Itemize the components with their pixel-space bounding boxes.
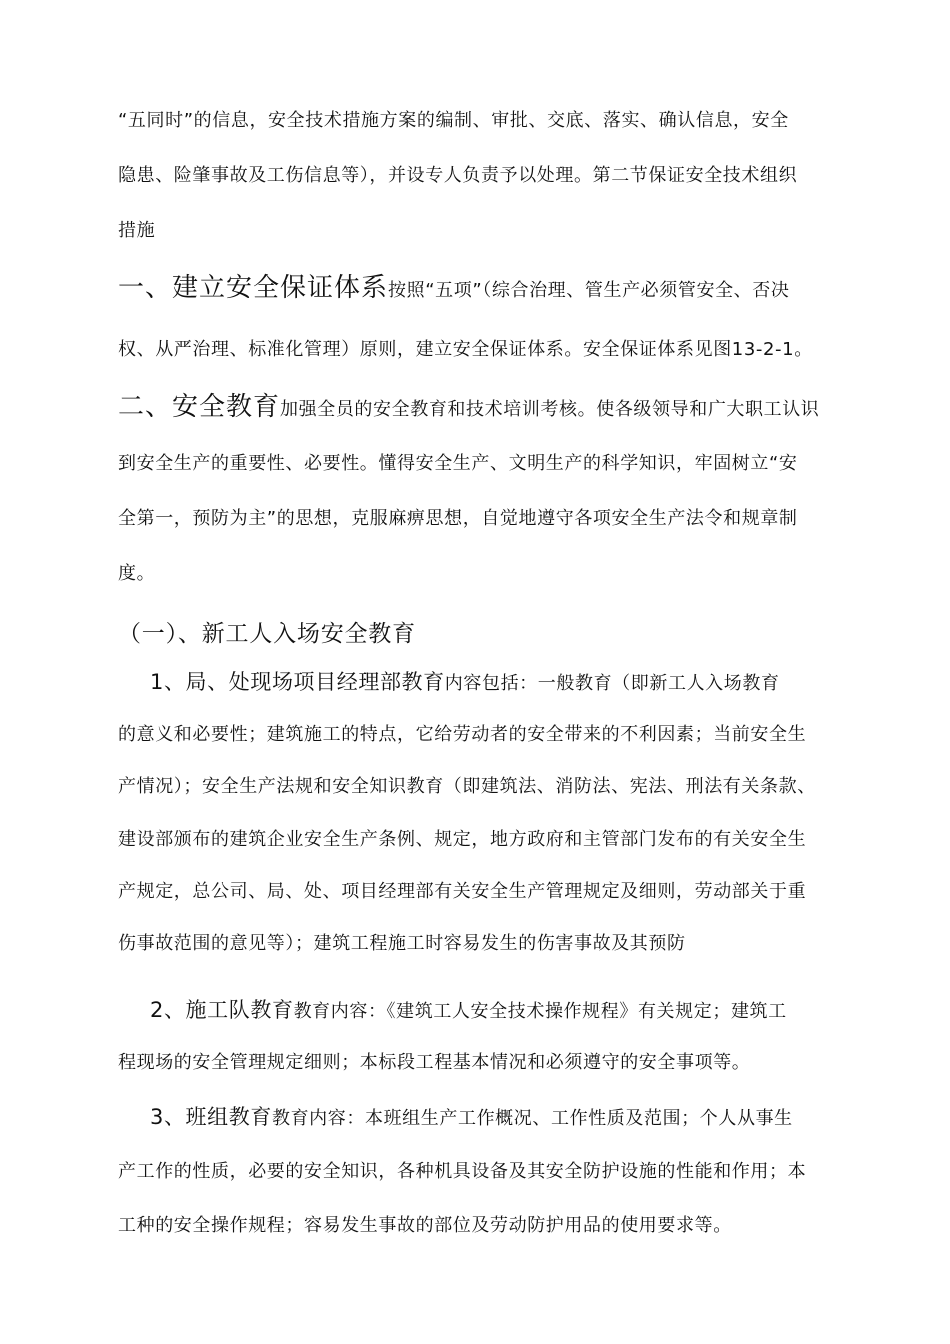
paragraph-line: 度。	[118, 563, 156, 584]
paragraph-line: 到安全生产的重要性、必要性。懂得安全生产、文明生产的科学知识，牢固树立“安	[118, 453, 798, 474]
paragraph-line: 程现场的安全管理规定细则；本标段工程基本情况和必须遵守的安全事项等。	[118, 1052, 751, 1073]
item-3-text: 教育内容：本班组生产工作概况、工作性质及范围；个人从事生	[271, 1108, 793, 1129]
section-1-first-line	[118, 273, 790, 303]
section-1-heading: 一、建立安全保证体系	[118, 273, 389, 303]
item-2-first-line	[150, 998, 787, 1024]
section-2-text: 加强全员的安全教育和技术培训考核。使各级领导和广大职工认识	[280, 399, 820, 420]
paragraph-line: 产规定，总公司、局、处、项目经理部有关安全生产管理规定及细则，劳动部关于重	[118, 881, 807, 902]
paragraph-line: 全第一，预防为主”的思想，克服麻痹思想，自觉地遵守各项安全生产法令和规章制	[118, 508, 798, 529]
item-1-first-line	[150, 670, 780, 696]
paragraph-line: 产情况）；安全生产法规和安全知识教育（即建筑法、消防法、宪法、刑法有关条款、	[118, 776, 816, 797]
section-2-first-line	[118, 392, 820, 422]
paragraph-line: 产工作的性质，必要的安全知识，各种机具设备及其安全防护设施的性能和作用；本	[118, 1161, 807, 1182]
section-1-text: 按照“五项”（综合治理、管生产必须管安全、否决	[388, 280, 790, 301]
subsection-heading: （一）、新工人入场安全教育	[118, 621, 416, 647]
item-3-heading: 3、班组教育	[150, 1105, 272, 1129]
paragraph-line: 权、从严治理、标准化管理）原则，建立安全保证体系。安全保证体系见图13-2-1。	[118, 339, 813, 360]
paragraph-line: 的意义和必要性；建筑施工的特点，它给劳动者的安全带来的不利因素；当前安全生	[118, 724, 807, 745]
item-1-text: 内容包括：一般教育（即新工人入场教育	[444, 673, 780, 694]
section-2-heading: 二、安全教育	[118, 392, 281, 422]
paragraph-line: 工种的安全操作规程；容易发生事故的部位及劳动防护用品的使用要求等。	[118, 1215, 732, 1236]
paragraph-line: 措施	[118, 220, 156, 241]
item-2-text: 教育内容：《建筑工人安全技术操作规程》有关规定；建筑工	[293, 1001, 787, 1022]
item-2-heading: 2、施工队教育	[150, 998, 294, 1022]
paragraph-line: “五同时”的信息，安全技术措施方案的编制、审批、交底、落实、确认信息，安全	[118, 110, 789, 131]
item-3-first-line	[150, 1105, 793, 1131]
item-1-heading: 1、局、处现场项目经理部教育	[150, 670, 445, 694]
paragraph-line: 建设部颁布的建筑企业安全生产条例、规定，地方政府和主管部门发布的有关安全生	[118, 829, 807, 850]
paragraph-line: 伤事故范围的意见等）；建筑工程施工时容易发生的伤害事故及其预防	[118, 933, 686, 954]
paragraph-line: 隐患、险肇事故及工伤信息等），并设专人负责予以处理。第二节保证安全技术组织	[118, 165, 798, 186]
